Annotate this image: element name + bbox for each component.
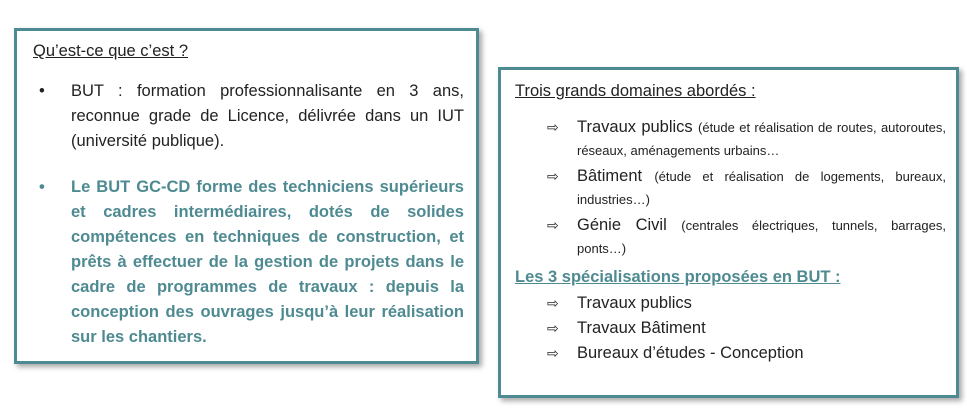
domain-detail: (centrales électriques, tunnels, barrages, ponts…) [577,218,946,256]
info-box-what-is-it [14,28,479,364]
info-box-domains [498,67,959,398]
arrow-right-icon: ⇨ [547,295,559,311]
box-heading: Qu’est-ce que c’est ? [33,42,188,60]
list-item [33,175,464,350]
list-item [515,317,946,339]
specializations-heading: Les 3 spécialisations proposées en BUT : [515,268,841,286]
specialization-label: Travaux Bâtiment [577,319,706,337]
domain-detail: (étude et réalisation de routes, autoroutes, réseaux, aménagements urbains… [577,120,946,158]
arrow-right-icon: ⇨ [547,168,559,184]
specialization-list [515,292,946,364]
domain-title: Travaux publics [577,118,693,136]
list-item [515,292,946,314]
box-heading: Trois grands domaines abordés : [515,82,756,100]
bullet-icon: • [39,178,45,196]
bullet-icon: • [39,82,45,100]
specialization-label: Travaux publics [577,294,692,312]
bullet-text: BUT : formation professionnalisante en 3 ans, reconnue grade de Licence, délivrée dans un IUT (université publique). [71,82,464,150]
list-item [515,342,946,364]
list-item [515,116,946,162]
domain-title: Bâtiment [577,167,643,185]
list-item [515,165,946,211]
arrow-right-icon: ⇨ [547,217,559,233]
arrow-right-icon: ⇨ [547,345,559,361]
arrow-right-icon: ⇨ [547,320,559,336]
bullet-text: Le BUT GC-CD forme des techniciens supérieurs et cadres intermédiaires, dotés de solides compétences en techniques de construction, et prêts à effectuer de la gestion de projets dans le cadre de programmes de travaux : depuis la conception des ouvrages jusqu’à leur réalisation sur les chantiers. [71,178,464,346]
bullet-list [33,79,464,350]
specialization-label: Bureaux d’études - Conception [577,344,804,362]
domain-title: Génie Civil [577,216,667,234]
list-item [515,214,946,260]
domain-detail: (étude et réalisation de logements, bureaux, industries…) [577,169,946,207]
domain-list [515,116,946,260]
list-item [33,79,464,154]
arrow-right-icon: ⇨ [547,119,559,135]
